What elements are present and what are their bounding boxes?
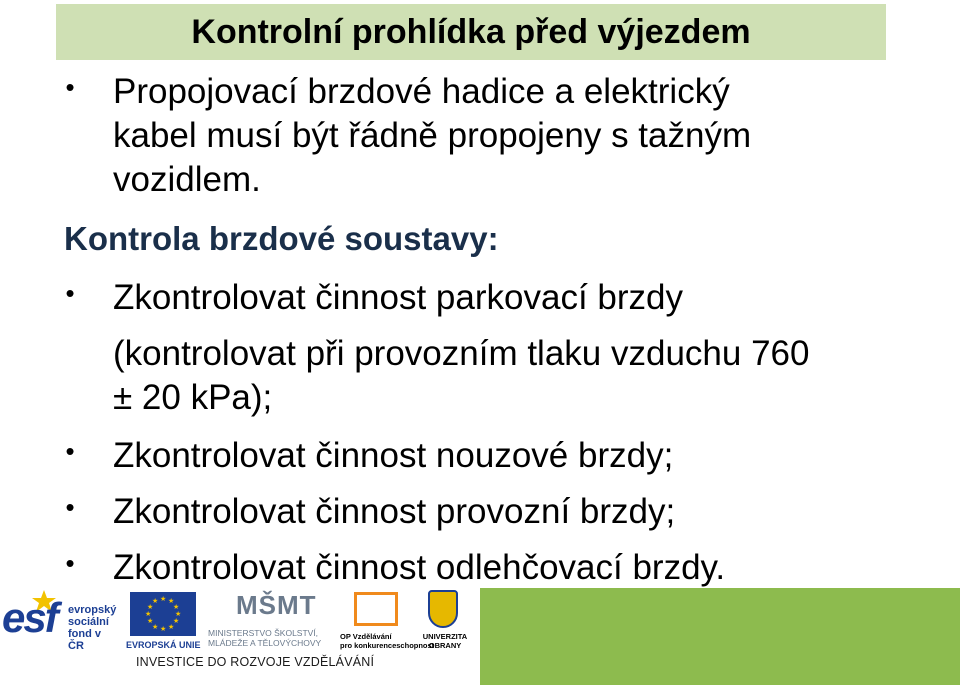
unob-text-line: OBRANY bbox=[428, 641, 462, 650]
text-line: vozidlem. bbox=[113, 160, 261, 199]
opvk-frame-icon bbox=[354, 592, 398, 626]
unob-text bbox=[422, 632, 468, 650]
text-line: Zkontrolovat činnost nouzové brzdy; bbox=[113, 436, 674, 475]
text-line: kabel musí být řádně propojeny s tažným bbox=[113, 116, 752, 155]
svg-text:★: ★ bbox=[152, 623, 159, 631]
investice-tagline: INVESTICE DO ROZVOJE VZDĚLÁVÁNÍ bbox=[136, 655, 375, 669]
svg-text:★: ★ bbox=[160, 625, 167, 633]
opvk-text-line: pro konkurenceschopnost bbox=[340, 641, 435, 650]
opvk-logo bbox=[340, 588, 435, 654]
msmt-mark: MŠMT bbox=[236, 590, 317, 620]
logo-strip bbox=[0, 588, 480, 654]
esf-text-line: sociální bbox=[68, 616, 109, 628]
bullet: • bbox=[65, 278, 75, 308]
msmt-text-line: MLÁDEŽE A TĚLOVÝCHOVY bbox=[208, 638, 322, 648]
text-line: (kontrolovat při provozním tlaku vzduchu 760 bbox=[113, 334, 810, 373]
svg-text:★: ★ bbox=[173, 617, 180, 625]
esf-letters: esf bbox=[2, 594, 57, 641]
eu-text: EVROPSKÁ UNIE bbox=[126, 640, 201, 650]
svg-text:★: ★ bbox=[160, 595, 167, 603]
msmt-text bbox=[208, 628, 321, 648]
esf-text-line: evropský bbox=[68, 604, 117, 616]
svg-text:★: ★ bbox=[168, 597, 175, 605]
esf-text bbox=[68, 604, 116, 652]
bullet: • bbox=[65, 72, 75, 102]
msmt-text-line: MINISTERSTVO ŠKOLSTVÍ, bbox=[208, 628, 319, 638]
unob-logo bbox=[420, 588, 468, 654]
svg-text:★: ★ bbox=[173, 603, 180, 611]
opvk-text-line: OP Vzdělávání bbox=[340, 632, 392, 641]
svg-text:★: ★ bbox=[147, 617, 154, 625]
svg-text:★: ★ bbox=[175, 610, 182, 618]
bullet: • bbox=[65, 492, 75, 522]
text-line: Zkontrolovat činnost parkovací brzdy bbox=[113, 278, 683, 317]
unob-text-line: UNIVERZITA bbox=[422, 632, 468, 641]
text-line: Propojovací brzdové hadice a elektrický bbox=[113, 72, 730, 111]
msmt-logo bbox=[206, 588, 330, 654]
eu-flag-icon bbox=[130, 592, 196, 636]
esf-logo bbox=[2, 588, 117, 654]
eu-logo bbox=[124, 588, 202, 654]
footer-green-block bbox=[480, 588, 960, 685]
svg-text:★: ★ bbox=[147, 603, 154, 611]
text-line: Zkontrolovat činnost provozní brzdy; bbox=[113, 492, 676, 531]
section-heading: Kontrola brzdové soustavy: bbox=[64, 220, 499, 257]
bullet: • bbox=[65, 548, 75, 578]
bullet: • bbox=[65, 436, 75, 466]
svg-text:★: ★ bbox=[145, 610, 152, 618]
shield-icon bbox=[428, 590, 458, 628]
text-line: ± 20 kPa); bbox=[113, 378, 273, 417]
esf-text-line: fond v ČR bbox=[68, 628, 101, 652]
slide-title: Kontrolní prohlídka před výjezdem bbox=[191, 12, 751, 51]
svg-text:★: ★ bbox=[168, 623, 175, 631]
text-line: Zkontrolovat činnost odlehčovací brzdy. bbox=[113, 548, 726, 587]
svg-text:★: ★ bbox=[152, 597, 159, 605]
